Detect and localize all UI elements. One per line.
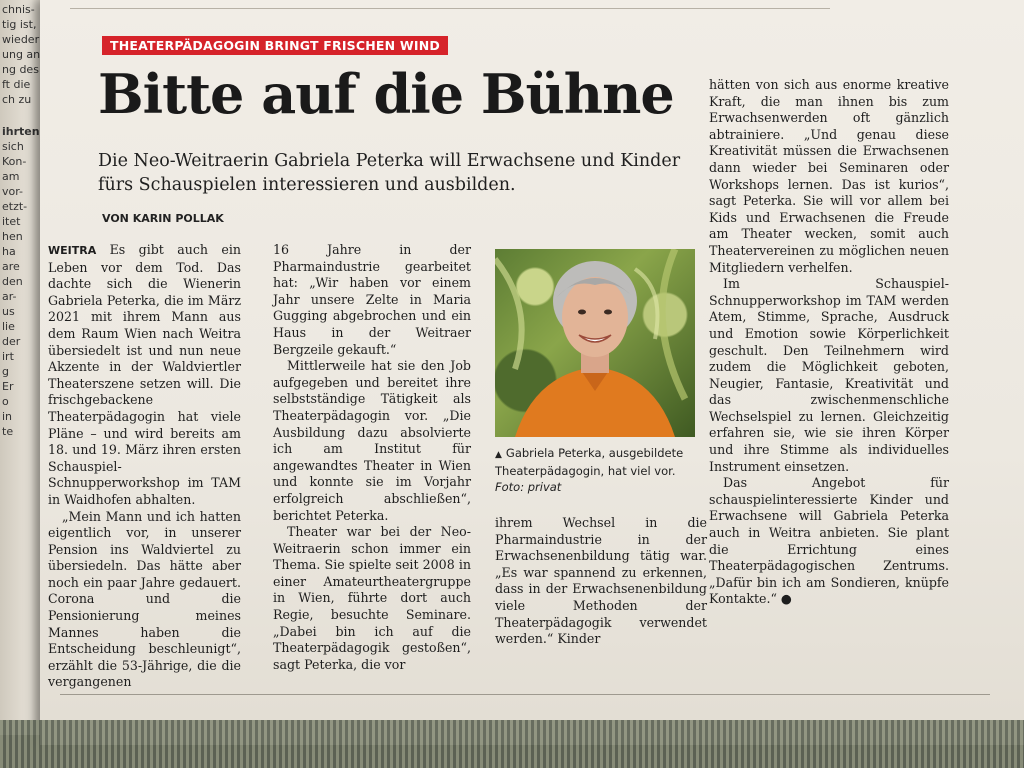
photo-caption [495,445,705,495]
left-page-fragment: am [2,170,20,183]
paragraph-text: Es gibt auch ein Leben vor dem Tod. Das dachte sich die Wienerin Gabriela Peterka, die im März 2021 mit ihrem Mann aus dem Raum Wien nach Weitra übersiedelt ist und nun neue Akzente in der Waldviertler Theaterszene setzen will. Die frischgebackene Theaterpädagogin hat viele Pläne – und wird bereits am 18. und 19. März ihren ersten Schauspiel-Schnupperworkshop im TAM in Waidhofen abhalten. [48,242,241,507]
article-column-4 [709,77,949,608]
left-page-fragment: Er [2,380,14,393]
left-page-fragment: ng des [2,63,39,76]
portrait-photo [495,249,695,437]
paragraph [48,242,241,509]
left-page-fragment: irt [2,350,14,363]
left-page-fragment: lie [2,320,15,333]
kicker-label: THEATERPÄDAGOGIN BRINGT FRISCHEN WIND [102,36,448,55]
paragraph: Theater war bei der Neo-Weitraerin schon immer ein Thema. Sie spielte seit 2008 in einer Amateurtheatergruppe in Wien, führte dort auch Regie, besuchte Seminare. „Dabei bin ich auf die Theaterpädagogik gestoßen“, sagt Peterka, die vor [273,524,471,672]
left-page-fragment: o [2,395,9,408]
left-page-fragment: itet [2,215,21,228]
headline: Bitte auf die Bühne [98,62,674,126]
article-column-2 [273,242,471,673]
paragraph: 16 Jahre in der Pharmaindustrie gearbeitet hat: „Wir haben vor einem Jahr unsere Zelte in Maria Gugging abgebrochen und ein Haus in der Weitraer Bergzeile gekauft.“ [273,242,471,357]
paragraph: Mittlerweile hat sie den Job aufgegeben und bereitet ihre selbstständige Tätigkeit als Theaterpädagogin vor. „Die Ausbildung dazu absolvierte ich am Institut für angewandtes Theater in Wien und konnte sie im Vorjahr erfolgreich abschließen“, berichtet Peterka. [273,358,471,523]
left-page-fragment: tig ist, [2,18,37,31]
paragraph: hätten von sich aus enorme kreative Kraft, die man ihnen bis zum Erwachsenwerden oft gänzlich abtrainiere. „Und genau diese Kreativität müssen die Erwachsenen dann wieder bei Seminaren oder Workshops lernen. Das ist kurios“, sagt Peterka. Sie will vor allem bei Kids und Erwachsenen die Freude am Theater wecken, somit auch Theatervereinen zu möglichen neuen Mitgliedern verhelfen. [709,77,949,275]
left-page-fragment: vor- [2,185,24,198]
top-rule [70,8,830,9]
paragraph: „Mein Mann und ich hatten eigentlich vor, in unserer Pension ins Waldviertel zu übersiedeln. Das hätte aber noch ein paar Jahre gedauert. Corona und die Pensionierung meines Mannes haben die Entscheidung beschleunigt“, erzählt die 53-Jährige, die die vergangenen [48,508,241,690]
left-page-fragment: chnis- [2,3,35,16]
left-page-fragment: te [2,425,14,438]
article-column-1 [48,242,241,691]
byline: VON KARIN POLLAK [102,212,224,225]
left-page-fragment: Kon- [2,155,27,168]
left-page-fragment: wieder [2,33,40,46]
paragraph: ihrem Wechsel in die Pharmaindustrie in der Erwachsenenbildung tätig war. „Es war spannend zu erkennen, dass in der Erwachsenenbildung viele Methoden der Theaterpädagogik verwendet werden.“ Kinder [495,515,707,647]
deck-subheadline: Die Neo-Weitraerin Gabriela Peterka will Erwachsene und Kinder fürs Schauspielen interessieren und ausbilden. [98,151,681,195]
left-page-fragment: ihrten [2,125,40,138]
left-page-fragment: hen [2,230,23,243]
portrait-illustration [495,249,695,437]
left-page-fragment: us [2,305,15,318]
article-column-3 [495,515,707,648]
left-page-fragment: sich [2,140,24,153]
photo-credit: Foto: privat [495,480,562,494]
caption-text: Gabriela Peterka, ausgebildete Theaterpädagogin, hat viel vor. [495,446,684,478]
left-page-fragment: der [2,335,21,348]
dateline: WEITRA [48,244,97,257]
left-page-fragment: ha [2,245,16,258]
tablecloth-background [0,720,1024,768]
caption-triangle-icon: ▲ [495,450,502,460]
paragraph: Das Angebot für schauspielinteressierte Kinder und Erwachsene will Gabriela Peterka auch in Weitra anbieten. Sie plant die Errichtung eines Theaterpädagogischen Zentrums. „Dafür bin ich am Sondieren, knüpfe Kontakte.“ ● [709,475,949,607]
bottom-rule [60,694,990,695]
left-page-fragment: ch zu [2,93,32,106]
left-page-fragment: ft die [2,78,31,91]
left-page-fragment: ar- [2,290,17,303]
left-page-fragment: g [2,365,9,378]
left-page-fragment: are [2,260,20,273]
left-page-fragment: ung an [2,48,41,61]
left-page-fragment: den [2,275,23,288]
left-page-fragment: in [2,410,13,423]
left-page-fragment: etzt- [2,200,28,213]
paragraph: Im Schauspiel-Schnupperworkshop im TAM werden Atem, Stimme, Sprache, Ausdruck und Emotion sowie Körperlichkeit geschult. Den Teilnehmern wird zudem die Möglichkeit geboten, Neugier, Fantasie, Kreativität und das zwischenmenschliche Wechselspiel zu lernen. Gleichzeitig erfahren sie, wie sie ihren Körper und ihre Stimme als individuelles Instrument einsetzen. [709,276,949,474]
